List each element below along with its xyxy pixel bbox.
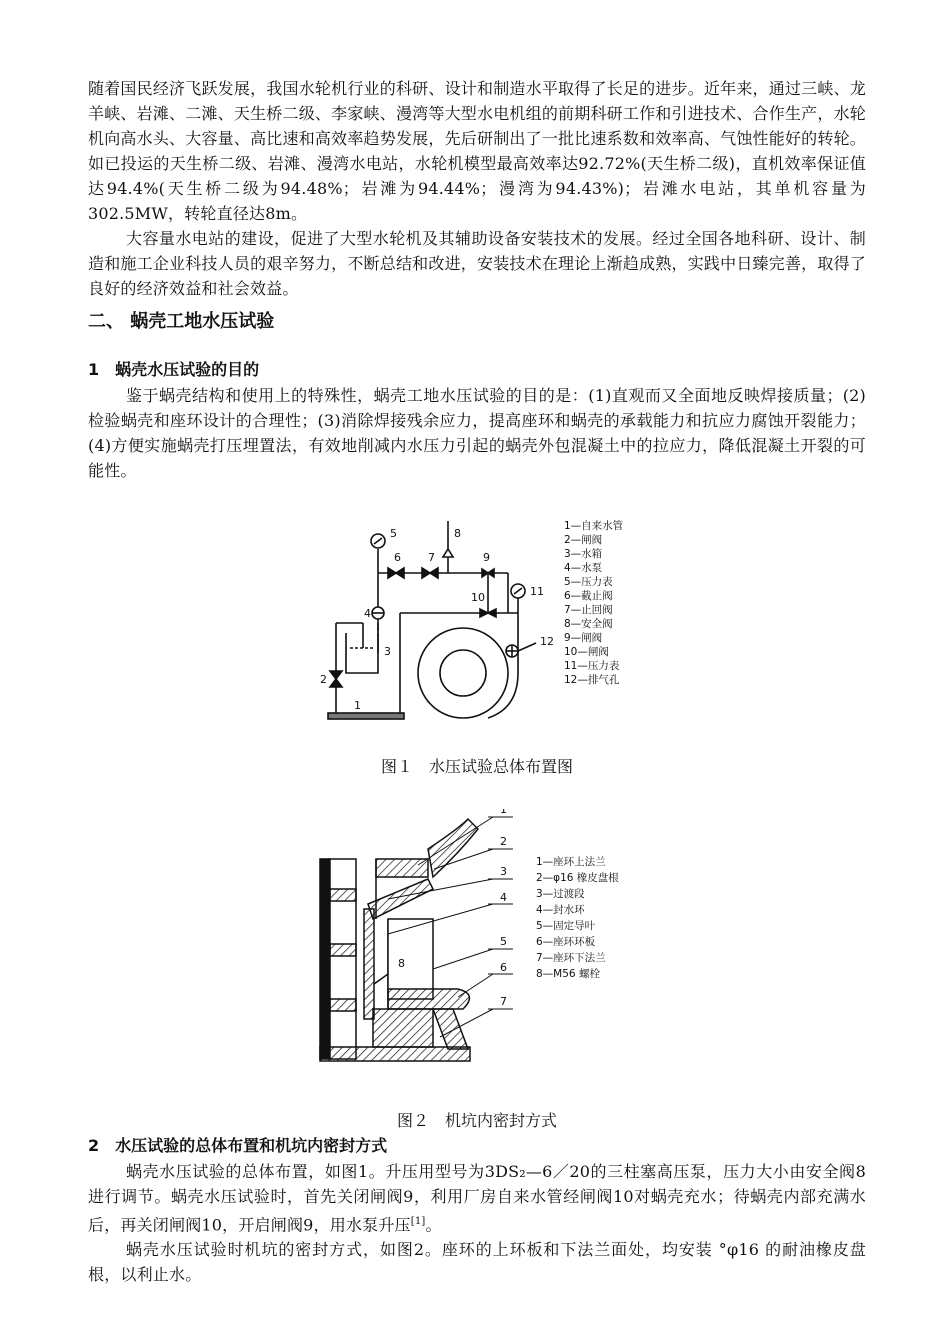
subheading-purpose: 1 蜗壳水压试验的目的 xyxy=(88,360,260,379)
figure-2-drawing xyxy=(88,809,866,1109)
fig2-legend-7: 7—座环下法兰 xyxy=(536,952,606,964)
figure-1-layout-diagram xyxy=(88,513,866,743)
fig1-num-7: 7 xyxy=(428,551,435,564)
fig2-num-8: 8 xyxy=(398,957,405,970)
fig2-num-4: 4 xyxy=(500,891,507,904)
paragraph-layout xyxy=(88,1159,866,1237)
fig1-legend-4: 4—水泵 xyxy=(564,562,603,574)
fig1-num-8: 8 xyxy=(454,527,461,540)
fig1-legend-2: 2—闸阀 xyxy=(564,534,603,546)
fig2-num-5: 5 xyxy=(500,935,507,948)
fig1-num-4: 4 xyxy=(364,607,371,620)
figure-1-caption: 图１ 水压试验总体布置图 xyxy=(380,757,573,776)
fig1-legend-3: 3—水箱 xyxy=(564,548,603,560)
figure-2-caption: 图２ 机坑内密封方式 xyxy=(396,1111,557,1130)
paragraph-layout-text: 蜗壳水压试验的总体布置，如图1。升压用型号为3DS₂—6／20的三柱塞高压泵，压力大小由安全阀8进行调节。蜗壳水压试验时，首先关闭闸阀9，利用厂房自来水管经闸阀10对蜗壳充水；待蜗壳内部充满水后，再关闭闸阀10，开启闸阀9，用水泵升压 xyxy=(88,1162,866,1235)
fig2-legend-3: 3—过渡段 xyxy=(536,888,585,900)
fig2-num-3: 3 xyxy=(500,865,507,878)
fig2-legend-4: 4—封水环 xyxy=(536,904,585,916)
fig1-legend-10: 10—闸阀 xyxy=(564,646,609,658)
fig1-legend-1: 1—自来水管 xyxy=(564,520,624,532)
fig1-legend-7: 7—止回阀 xyxy=(564,604,613,616)
fig1-num-12: 12 xyxy=(540,635,554,648)
paragraph-sealing: 蜗壳水压试验时机坑的密封方式，如图2。座环的上环板和下法兰面处，均安装 °φ16 的耐油橡皮盘根，以利止水。 xyxy=(88,1240,866,1285)
fig1-legend-12: 12—排气孔 xyxy=(564,674,620,686)
fig2-num-7: 7 xyxy=(500,995,507,1008)
fig2-legend-2: 2—φ16 橡皮盘根 xyxy=(536,872,619,884)
document-page xyxy=(88,76,866,1287)
fig2-num-1: 1 xyxy=(500,809,507,816)
fig2-legend-5: 5—固定导叶 xyxy=(536,920,596,932)
fig1-num-6: 6 xyxy=(394,551,401,564)
fig2-num-6: 6 xyxy=(500,961,507,974)
fig1-legend-11: 11—压力表 xyxy=(564,660,620,672)
fig1-legend-6: 6—截止阀 xyxy=(564,590,613,602)
fig1-num-2: 2 xyxy=(320,673,327,686)
fig1-num-1: 1 xyxy=(354,699,361,712)
fig1-legend-9: 9—闸阀 xyxy=(564,632,603,644)
fig1-legend-5: 5—压力表 xyxy=(564,576,613,588)
paragraph-intro: 随着国民经济飞跃发展，我国水轮机行业的科研、设计和制造水平取得了长足的进步。近年来，通过三峡、龙羊峡、岩滩、二滩、天生桥二级、李家峡、漫湾等大型水电机组的前期科研工作和引进技术、合作生产，水轮机向高水头、大容量、高比速和高效率趋势发展，先后研制出了一批比速系数和效率高、气蚀性能好的转轮。如已投运的天生桥二级、岩滩、漫湾水电站，水轮机模型最高效率达92.72%(天生桥二级)，直机效率保证值达94.4%(天生桥二级为94.48%；岩滩为94.44%；漫湾为94.43%)；岩滩水电站，其单机容量为302.5MW，转轮直径达8m。 xyxy=(88,79,866,223)
fig2-legend-8: 8—M56 螺栓 xyxy=(536,968,600,980)
section-heading-hydro-test: 二、 蜗壳工地水压试验 xyxy=(88,311,275,332)
paragraph-layout-end: 。 xyxy=(425,1215,442,1235)
fig1-num-11: 11 xyxy=(530,585,544,598)
fig1-num-3: 3 xyxy=(384,645,391,658)
reference-marker[interactable]: [1] xyxy=(410,1216,426,1227)
figure-2-sealing-diagram xyxy=(88,809,866,1109)
fig2-num-2: 2 xyxy=(500,835,507,848)
fig2-legend-1: 1—座环上法兰 xyxy=(536,856,606,868)
fig1-legend-8: 8—安全阀 xyxy=(564,618,613,630)
subheading-layout-and-sealing: 2 水压试验的总体布置和机坑内密封方式 xyxy=(88,1136,388,1155)
fig1-num-10: 10 xyxy=(471,591,485,604)
paragraph-purpose: 鉴于蜗壳结构和使用上的特殊性，蜗壳工地水压试验的目的是：(1)直观而又全面地反映焊接质量；(2) 检验蜗壳和座环设计的合理性；(3)消除焊接残余应力，提高座环和蜗壳的承载能力和抗应力腐蚀开裂能力；(4)方便实施蜗壳打压埋置法，有效地削减内水压力引起的蜗壳外包混凝土中的拉应力，降低混凝土开裂的可能性。 xyxy=(88,386,866,480)
fig2-legend-6: 6—座环环板 xyxy=(536,936,596,948)
fig1-num-9: 9 xyxy=(483,551,490,564)
figure-1-drawing xyxy=(88,513,866,743)
fig1-num-5: 5 xyxy=(390,527,397,540)
paragraph-installation: 大容量水电站的建设，促进了大型水轮机及其辅助设备安装技术的发展。经过全国各地科研、设计、制造和施工企业科技人员的艰辛努力，不断总结和改进，安装技术在理论上渐趋成熟，实践中日臻完善，取得了良好的经济效益和社会效益。 xyxy=(88,229,866,298)
